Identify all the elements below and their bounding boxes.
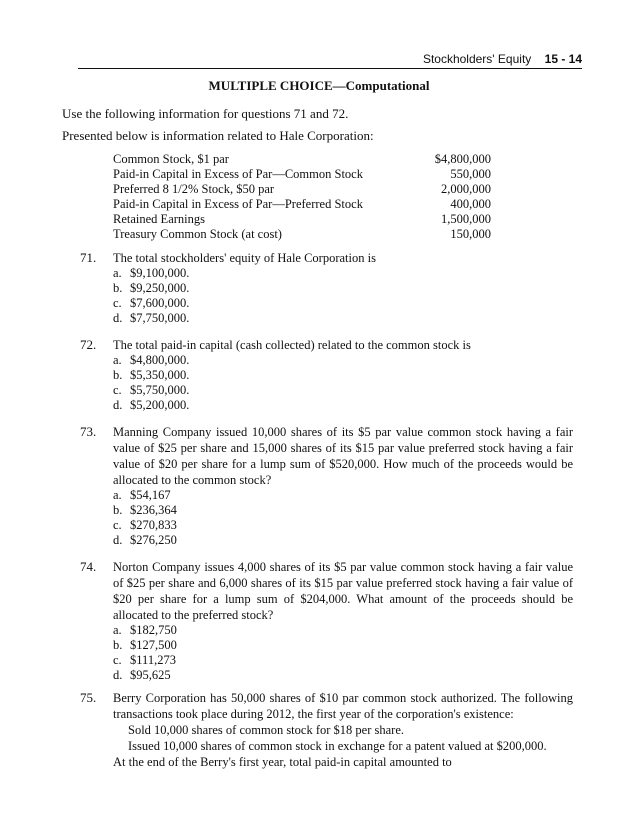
- answer-option-b[interactable]: [113, 503, 573, 518]
- option-text: $111,273: [130, 653, 176, 667]
- answer-option-b[interactable]: [113, 638, 573, 653]
- option-letter: c.: [113, 296, 122, 310]
- question-text: Norton Company issues 4,000 shares of its $5 par value common stock having a fair value of $25 per share and 6,000 shares of its $15 par value preferred stock having a fair value of $20 per share for a lump sum of $204,000. What amount of the proceeds should be allocated to the preferred stock?: [113, 560, 573, 622]
- transaction-line: Issued 10,000 shares of common stock in exchange for a patent valued at $200,000.: [128, 739, 547, 753]
- option-text: $7,600,000.: [130, 296, 190, 310]
- option-letter: d.: [113, 311, 123, 325]
- option-letter: b.: [113, 503, 123, 517]
- transaction-line: Sold 10,000 shares of common stock for $18 per share.: [128, 723, 404, 737]
- question-number: 74.: [80, 559, 97, 574]
- question-text: Berry Corporation has 50,000 shares of $10 par common stock authorized. The following transactions took place during 2012, the first year of the corporation's existence:: [113, 691, 573, 721]
- option-text: $276,250: [130, 533, 177, 547]
- option-letter: a.: [113, 266, 122, 280]
- header-rule: [78, 68, 582, 69]
- header-section: Stockholders' Equity: [422, 52, 532, 66]
- option-text: $4,800,000.: [130, 353, 190, 367]
- intro-line-1: Use the following information for questions 71 and 72.: [62, 106, 349, 121]
- option-text: $7,750,000.: [130, 311, 190, 325]
- option-letter: a.: [113, 488, 122, 502]
- question-number: 71.: [80, 250, 97, 265]
- answer-option-a[interactable]: [113, 488, 573, 503]
- answer-option-b[interactable]: [113, 368, 573, 383]
- option-letter: a.: [113, 623, 122, 637]
- option-text: $182,750: [130, 623, 177, 637]
- info-amount: 150,000: [450, 227, 491, 241]
- option-letter: c.: [113, 383, 122, 397]
- answer-option-c[interactable]: [113, 518, 573, 533]
- option-letter: d.: [113, 668, 123, 682]
- option-letter: d.: [113, 398, 123, 412]
- answer-option-a[interactable]: [113, 623, 573, 638]
- info-label: Paid-in Capital in Excess of Par—Preferred Stock: [113, 197, 363, 211]
- option-letter: c.: [113, 653, 122, 667]
- option-text: $54,167: [130, 488, 171, 502]
- option-letter: c.: [113, 518, 122, 532]
- option-letter: a.: [113, 353, 122, 367]
- header-page-number: 15 - 14: [544, 52, 582, 66]
- option-text: $5,200,000.: [130, 398, 190, 412]
- option-letter: b.: [113, 638, 123, 652]
- intro-line-2: Presented below is information related to Hale Corporation:: [62, 128, 374, 143]
- answer-option-a[interactable]: [113, 353, 573, 368]
- option-text: $5,350,000.: [130, 368, 190, 382]
- info-amount: 2,000,000: [441, 182, 491, 196]
- question-number: 75.: [80, 690, 97, 705]
- info-label: Common Stock, $1 par: [113, 152, 229, 166]
- question-number: 73.: [80, 424, 97, 439]
- answer-option-d[interactable]: [113, 668, 573, 683]
- info-label: Treasury Common Stock (at cost): [113, 227, 282, 241]
- option-text: $9,250,000.: [130, 281, 190, 295]
- answer-option-c[interactable]: [113, 383, 573, 398]
- info-table: [113, 152, 491, 242]
- answer-option-b[interactable]: [113, 281, 573, 296]
- info-row: [113, 182, 491, 197]
- option-text: $270,833: [130, 518, 177, 532]
- section-title: MULTIPLE CHOICE—Computational: [208, 78, 430, 93]
- question-text: The total paid-in capital (cash collected) related to the common stock is: [113, 338, 471, 352]
- info-amount: 1,500,000: [441, 212, 491, 226]
- info-row: [113, 212, 491, 227]
- info-amount: 400,000: [450, 197, 491, 211]
- answer-option-d[interactable]: [113, 533, 573, 548]
- info-amount: 550,000: [450, 167, 491, 181]
- info-label: Retained Earnings: [113, 212, 205, 226]
- answer-option-a[interactable]: [113, 266, 573, 281]
- option-text: $9,100,000.: [130, 266, 190, 280]
- question-number: 72.: [80, 337, 97, 352]
- answer-option-c[interactable]: [113, 296, 573, 311]
- info-row: [113, 152, 491, 167]
- info-row: [113, 197, 491, 212]
- info-amount: $4,800,000: [434, 152, 491, 166]
- question-tail: At the end of the Berry's first year, total paid-in capital amounted to: [113, 755, 452, 769]
- answer-option-d[interactable]: [113, 311, 573, 326]
- question-text: Manning Company issued 10,000 shares of its $5 par value common stock having a fair value of $25 per share and 15,000 shares of its $15 par value preferred stock having a fair value of $20 per share for a lump sum of $520,000. How much of the proceeds would be allocated to the common stock?: [113, 425, 573, 487]
- answer-option-c[interactable]: [113, 653, 573, 668]
- info-label: Paid-in Capital in Excess of Par—Common Stock: [113, 167, 363, 181]
- question-text: The total stockholders' equity of Hale Corporation is: [113, 251, 376, 265]
- info-row: [113, 227, 491, 242]
- info-label: Preferred 8 1/2% Stock, $50 par: [113, 182, 275, 196]
- option-letter: b.: [113, 368, 123, 382]
- option-text: $5,750,000.: [130, 383, 190, 397]
- option-text: $95,625: [130, 668, 171, 682]
- option-text: $236,364: [130, 503, 177, 517]
- option-letter: b.: [113, 281, 123, 295]
- option-letter: d.: [113, 533, 123, 547]
- option-text: $127,500: [130, 638, 177, 652]
- answer-option-d[interactable]: [113, 398, 573, 413]
- page-header: [423, 52, 582, 66]
- info-row: [113, 167, 491, 182]
